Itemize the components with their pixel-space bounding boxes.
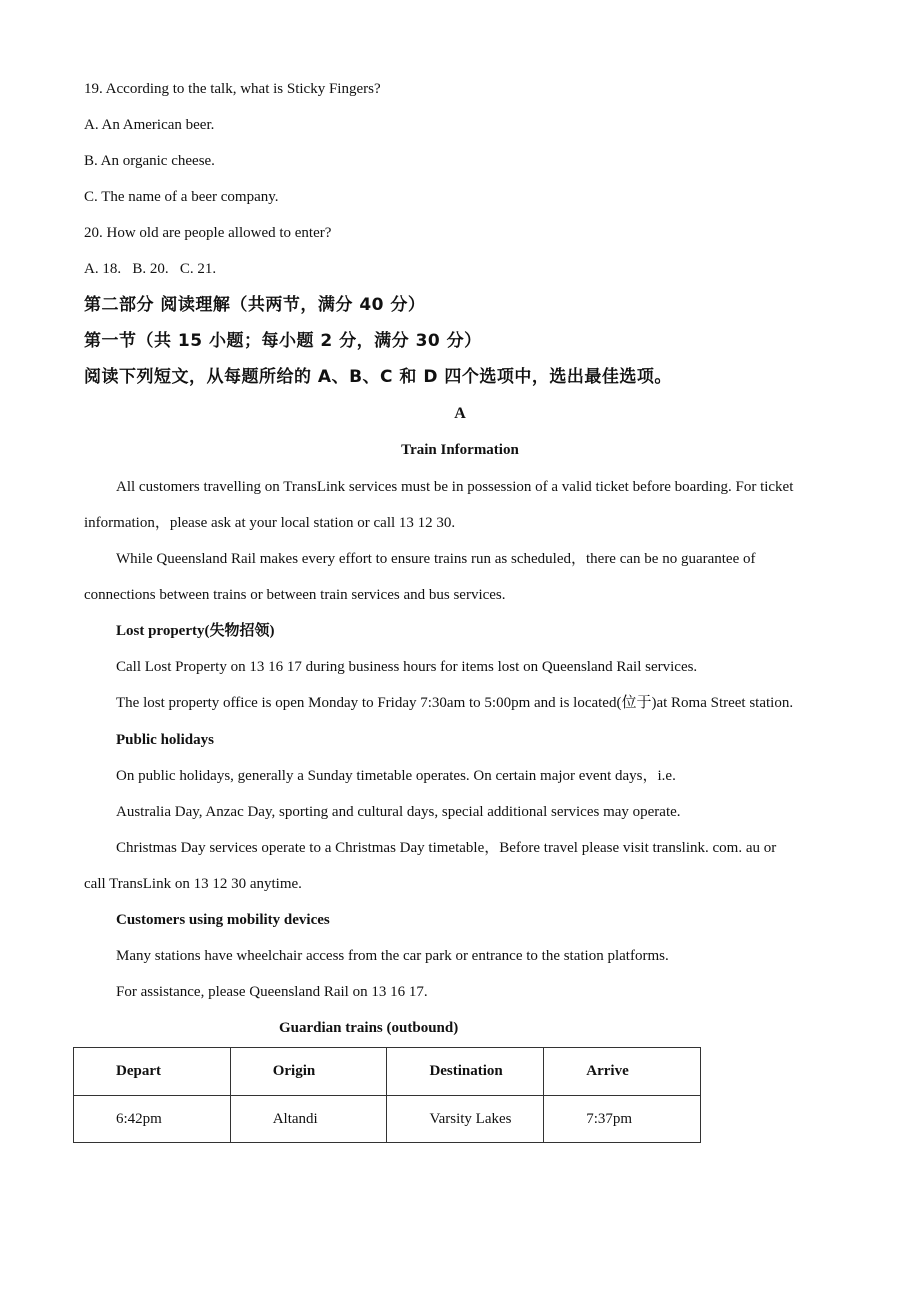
paragraph-line: connections between trains or between train services and bus services. bbox=[84, 587, 506, 603]
section-title: 第一节（共 15 小题；每小题 2 分，满分 30 分） bbox=[84, 331, 482, 351]
paragraph-line: The lost property office is open Monday to Friday 7:30am to 5:00pm and is located(位于)at Roma Street station. bbox=[116, 695, 794, 711]
train-table bbox=[73, 1047, 701, 1143]
cell-origin: Altandi bbox=[230, 1096, 387, 1143]
question-19: 19. According to the talk, what is Sticky Fingers? bbox=[84, 81, 381, 97]
paragraph-line: On public holidays, generally a Sunday timetable operates. On certain major event days，i.e. bbox=[116, 768, 676, 784]
header-arrive: Arrive bbox=[544, 1048, 701, 1096]
public-holidays-heading: Public holidays bbox=[116, 732, 214, 748]
option-19-a: A. An American beer. bbox=[84, 117, 215, 133]
paragraph-line: All customers travelling on TransLink services must be in possession of a valid ticket before boarding. For ticket bbox=[116, 479, 794, 495]
paragraph-line: While Queensland Rail makes every effort to ensure trains run as scheduled，there can be no guarantee of bbox=[116, 551, 756, 567]
header-destination: Destination bbox=[387, 1048, 544, 1096]
table-header-row bbox=[74, 1048, 701, 1096]
passage-title: Train Information bbox=[401, 442, 519, 458]
paragraph-line: Christmas Day services operate to a Christmas Day timetable，Before travel please visit translink. com. au or bbox=[116, 840, 777, 856]
paragraph-line: Australia Day, Anzac Day, sporting and cultural days, special additional services may operate. bbox=[116, 804, 681, 820]
instructions: 阅读下列短文，从每题所给的 A、B、C 和 D 四个选项中，选出最佳选项。 bbox=[84, 367, 672, 387]
paragraph-line: Call Lost Property on 13 16 17 during business hours for items lost on Queensland Rail services. bbox=[116, 659, 698, 675]
paragraph-line: Many stations have wheelchair access from the car park or entrance to the station platforms. bbox=[116, 948, 669, 964]
paragraph-line: information，please ask at your local station or call 13 12 30. bbox=[84, 515, 456, 531]
mobility-heading: Customers using mobility devices bbox=[116, 912, 330, 928]
paragraph-line: call TransLink on 13 12 30 anytime. bbox=[84, 876, 302, 892]
table-row bbox=[74, 1096, 701, 1143]
cell-depart: 6:42pm bbox=[74, 1096, 231, 1143]
cell-destination: Varsity Lakes bbox=[387, 1096, 544, 1143]
option-19-b: B. An organic cheese. bbox=[84, 153, 215, 169]
paragraph-line: For assistance, please Queensland Rail on 13 16 17. bbox=[116, 984, 428, 1000]
cell-arrive: 7:37pm bbox=[544, 1096, 701, 1143]
options-20: A. 18. B. 20. C. 21. bbox=[84, 261, 217, 277]
passage-letter: A bbox=[454, 405, 466, 422]
header-depart: Depart bbox=[74, 1048, 231, 1096]
header-origin: Origin bbox=[230, 1048, 387, 1096]
question-20: 20. How old are people allowed to enter? bbox=[84, 225, 332, 241]
part-title: 第二部分 阅读理解（共两节，满分 40 分） bbox=[84, 295, 426, 315]
table-caption: Guardian trains (outbound) bbox=[279, 1020, 459, 1036]
lost-property-heading: Lost property(失物招领) bbox=[116, 623, 275, 639]
option-19-c: C. The name of a beer company. bbox=[84, 189, 279, 205]
